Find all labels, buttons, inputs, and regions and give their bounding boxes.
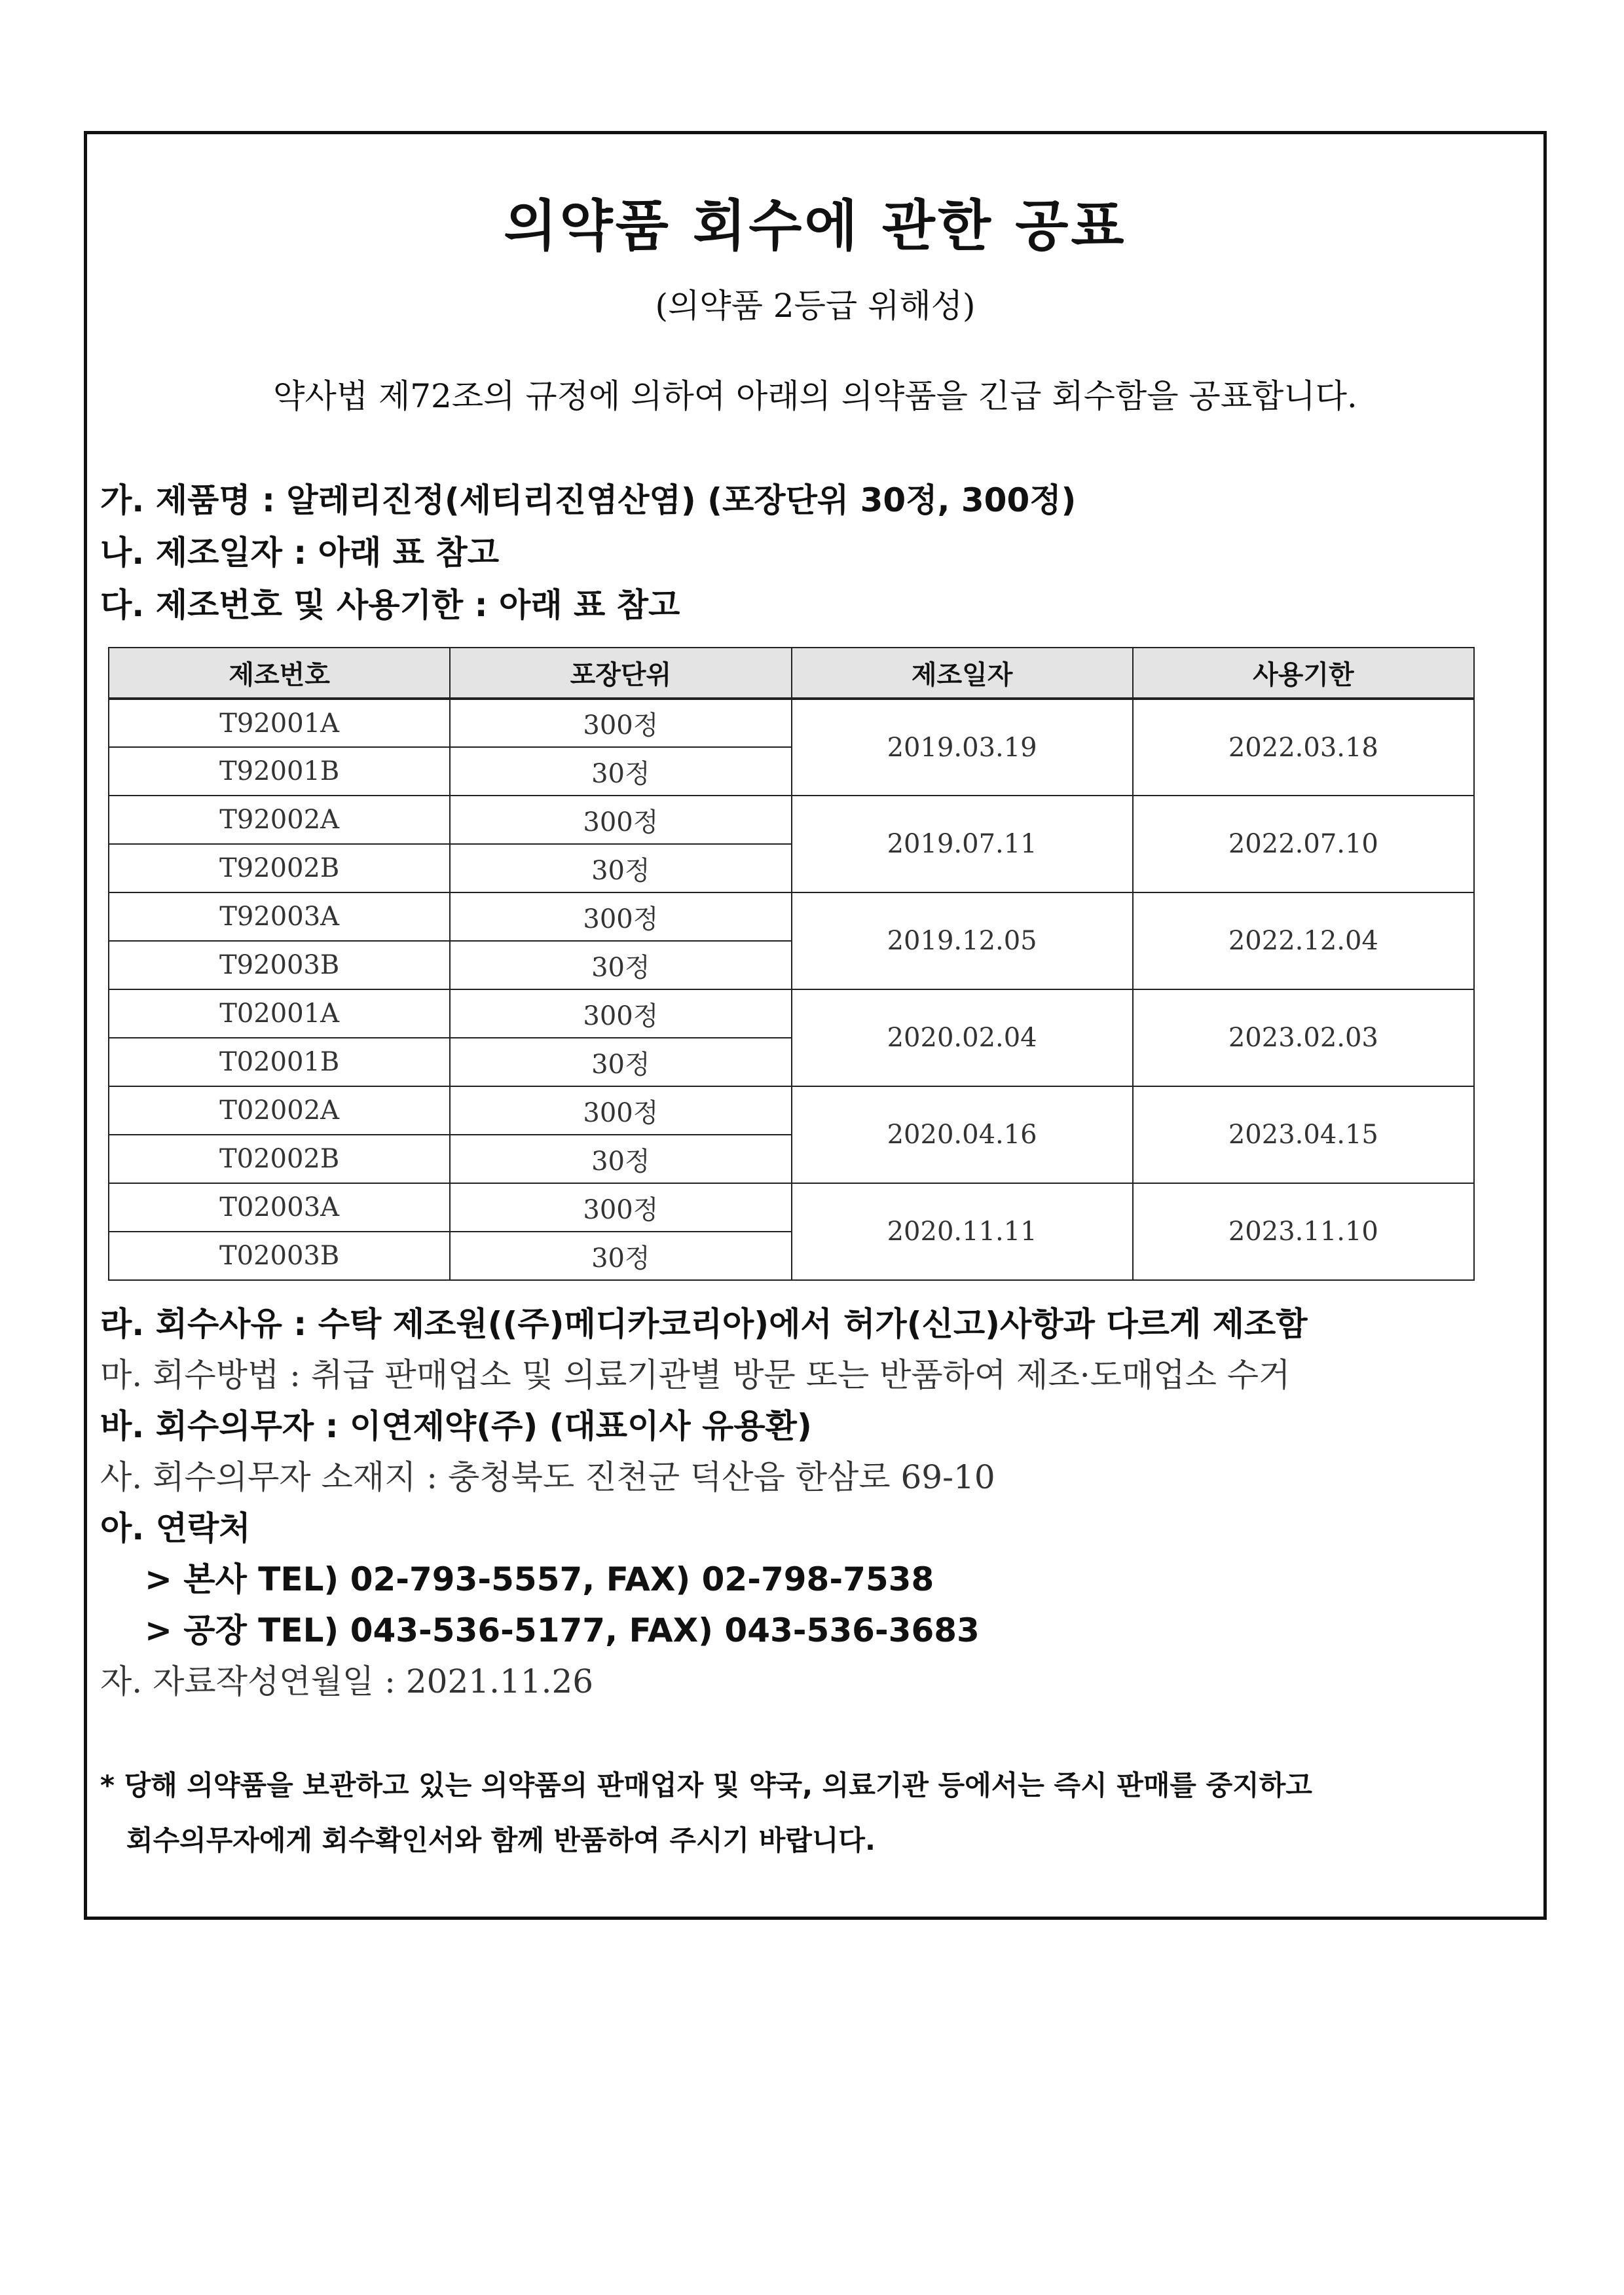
notice-frame: [84, 131, 1547, 1920]
unit-cell: 30정: [450, 844, 791, 892]
mfg-date-cell: 2019.03.19: [792, 699, 1133, 796]
mfg-date-cell: 2020.04.16: [792, 1086, 1133, 1183]
item-mfg-date: 나. 제조일자 : 아래 표 참고: [100, 534, 500, 572]
mfg-date-cell: 2020.11.11: [792, 1183, 1133, 1280]
unit-cell: 30정: [450, 1232, 791, 1280]
unit-cell: 300정: [450, 892, 791, 941]
lot-cell: T02003B: [109, 1232, 450, 1280]
unit-cell: 300정: [450, 796, 791, 844]
lot-cell: T92001A: [109, 699, 450, 747]
mfg-date-cell: 2019.07.11: [792, 796, 1133, 892]
item-product: 가. 제품명 : 알레리진정(세티리진염산염) (포장단위 30정, 300정): [100, 481, 1077, 519]
unit-cell: 300정: [450, 1086, 791, 1135]
unit-cell: 30정: [450, 941, 791, 989]
expiry-cell: 2022.12.04: [1133, 892, 1474, 989]
table-row: [109, 1183, 1474, 1232]
header-mfg-date: 제조일자: [792, 648, 1133, 699]
table-row: [109, 892, 1474, 941]
lot-cell: T92003B: [109, 941, 450, 989]
table-header-row: [109, 648, 1474, 699]
item-obligor: 바. 회수의무자 : 이연제약(주) (대표이사 유용환): [100, 1407, 812, 1445]
contact-hq: > 본사 TEL) 02-793-5557, FAX) 02-798-7538: [145, 1560, 934, 1598]
expiry-cell: 2023.11.10: [1133, 1183, 1474, 1280]
item-contact-label: 아. 연락처: [100, 1509, 251, 1547]
unit-cell: 30정: [450, 747, 791, 796]
header-unit: 포장단위: [450, 648, 791, 699]
unit-cell: 300정: [450, 989, 791, 1038]
header-expiry: 사용기한: [1133, 648, 1474, 699]
expiry-cell: 2022.03.18: [1133, 699, 1474, 796]
table-row: [109, 796, 1474, 844]
table-row: [109, 1086, 1474, 1135]
item-lot-expiry: 다. 제조번호 및 사용기한 : 아래 표 참고: [100, 586, 680, 624]
intro-text: 약사법 제72조의 규정에 의하여 아래의 의약품을 긴급 회수함을 공표합니다.: [273, 377, 1357, 415]
lot-cell: T92003A: [109, 892, 450, 941]
item-method: 마. 회수방법 : 취급 판매업소 및 의료기관별 방문 또는 반품하여 제조·도매업소 수거: [100, 1356, 1291, 1394]
mfg-date-cell: 2020.02.04: [792, 989, 1133, 1086]
expiry-cell: 2023.02.03: [1133, 989, 1474, 1086]
item-reason: 라. 회수사유 : 수탁 제조원((주)메디카코리아)에서 허가(신고)사항과 다르게 제조함: [100, 1305, 1308, 1343]
notice-text: [100, 1758, 1528, 1868]
unit-cell: 30정: [450, 1038, 791, 1086]
recall-lot-table: [108, 647, 1475, 1281]
lot-cell: T02001B: [109, 1038, 450, 1086]
item-address: 사. 회수의무자 소재지 : 충청북도 진천군 덕산읍 한삼로 69-10: [100, 1458, 995, 1496]
lot-cell: T02002B: [109, 1135, 450, 1183]
page-subtitle: (의약품 2등급 위해성): [655, 287, 976, 325]
unit-cell: 30정: [450, 1135, 791, 1183]
expiry-cell: 2022.07.10: [1133, 796, 1474, 892]
item-date-written: 자. 자료작성연월일 : 2021.11.26: [100, 1662, 594, 1700]
mfg-date-cell: 2019.12.05: [792, 892, 1133, 989]
table-row: [109, 989, 1474, 1038]
expiry-cell: 2023.04.15: [1133, 1086, 1474, 1183]
contact-factory: > 공장 TEL) 043-536-5177, FAX) 043-536-3683: [145, 1611, 980, 1649]
lot-cell: T02002A: [109, 1086, 450, 1135]
unit-cell: 300정: [450, 699, 791, 747]
lot-cell: T92002A: [109, 796, 450, 844]
lot-cell: T02003A: [109, 1183, 450, 1232]
lot-cell: T92001B: [109, 747, 450, 796]
lot-cell: T92002B: [109, 844, 450, 892]
page-title: 의약품 회수에 관한 공표: [504, 194, 1127, 258]
notice-line-2: 회수의무자에게 회수확인서와 함께 반품하여 주시기 바랍니다.: [126, 1824, 876, 1856]
unit-cell: 300정: [450, 1183, 791, 1232]
header-lot: 제조번호: [109, 648, 450, 699]
table-row: [109, 699, 1474, 747]
lot-cell: T02001A: [109, 989, 450, 1038]
notice-line-1: * 당해 의약품을 보관하고 있는 의약품의 판매업자 및 약국, 의료기관 등에서는 즉시 판매를 중지하고: [100, 1769, 1312, 1801]
